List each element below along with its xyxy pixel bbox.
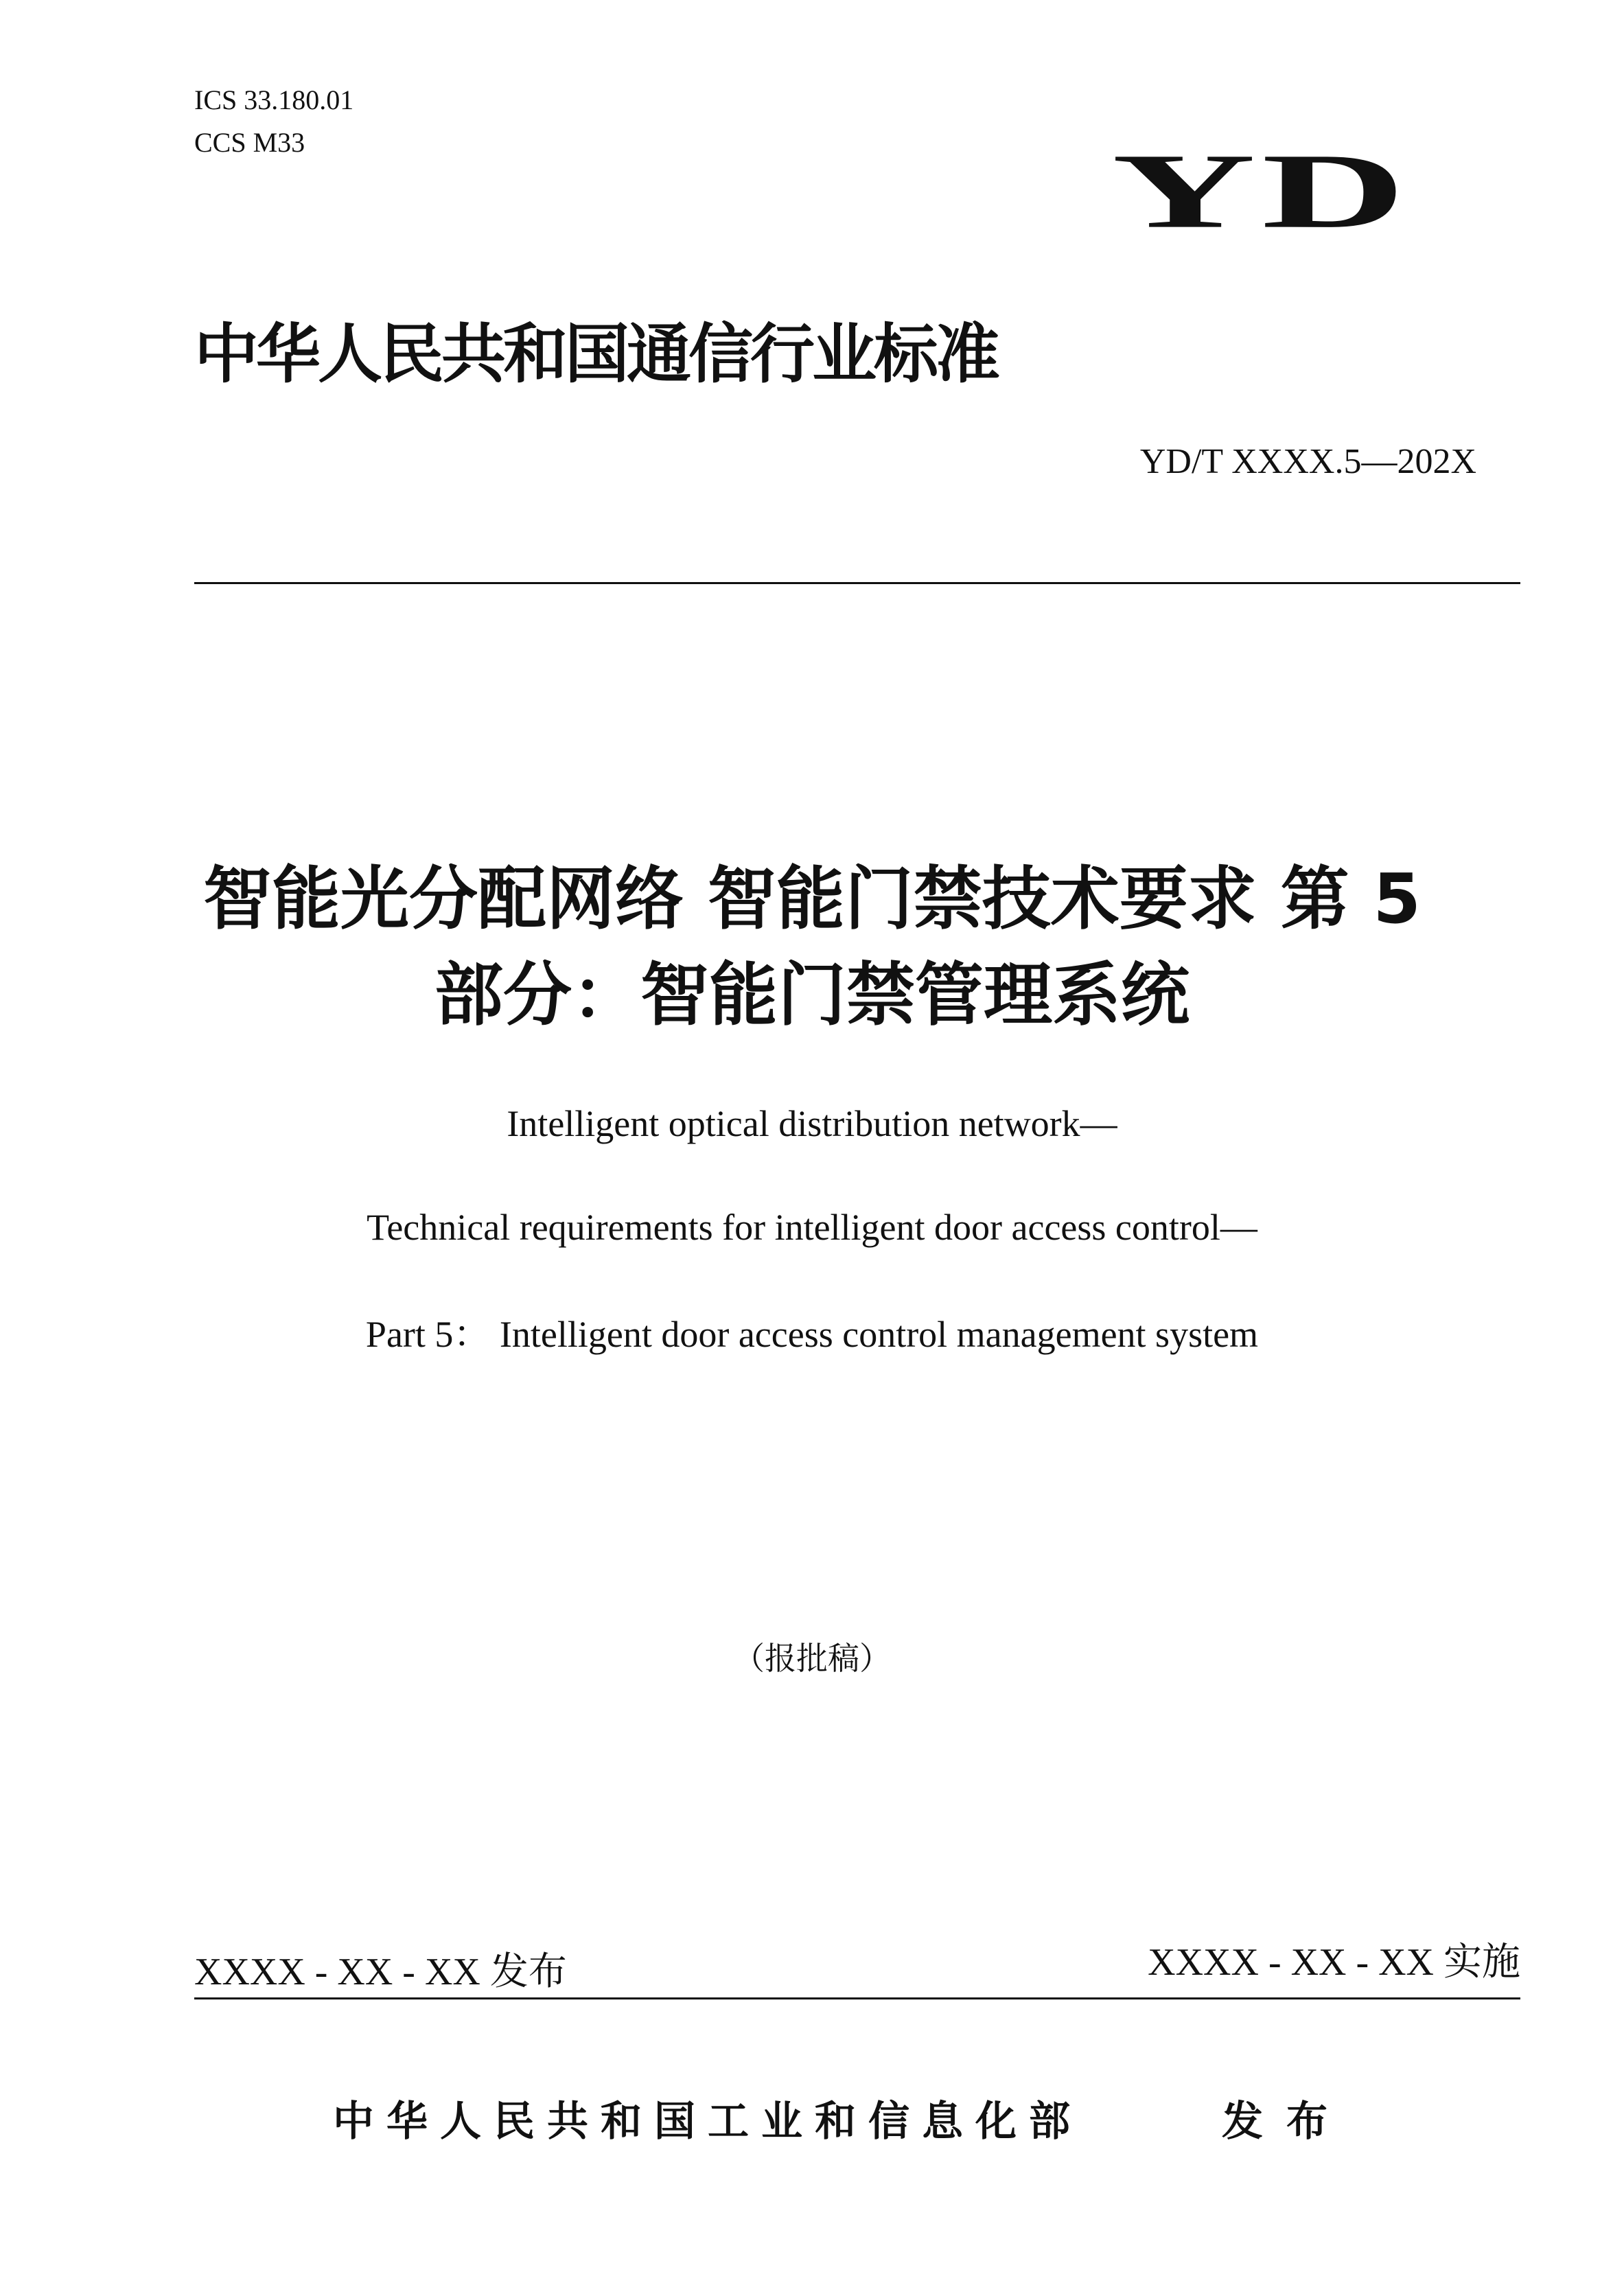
english-title-line-1: Intelligent optical distribution network— [507, 1103, 1117, 1144]
english-title-line-2: Technical requirements for intelligent door access control— [367, 1207, 1257, 1248]
publish-label: 发布 [1222, 2098, 1351, 2146]
chinese-title-line-1: 智能光分配网络 智能门禁技术要求 第 5 [202, 859, 1422, 939]
yd-logo: YD [1112, 132, 1412, 251]
publish-date: XXXX - XX - XX 发布 [194, 1951, 567, 1993]
implement-date: XXXX - XX - XX 实施 [1148, 1941, 1520, 1984]
header-divider [194, 582, 1520, 584]
chinese-title-line-2: 部分：智能门禁管理系统 [434, 955, 1190, 1035]
footer-divider [194, 1997, 1520, 1999]
draft-status: （报批稿） [733, 1640, 891, 1677]
ccs-code: CCS M33 [194, 127, 305, 158]
publisher-name: 中华人民共和国工业和信息化部 [333, 2098, 1082, 2146]
english-title-line-3: Part 5： Intelligent door access control management system [365, 1314, 1259, 1355]
ics-code: ICS 33.180.01 [194, 84, 354, 115]
standard-code: YD/T XXXX.5—202X [1139, 442, 1476, 481]
standard-type-heading: 中华人民共和国通信行业标准 [194, 317, 998, 392]
